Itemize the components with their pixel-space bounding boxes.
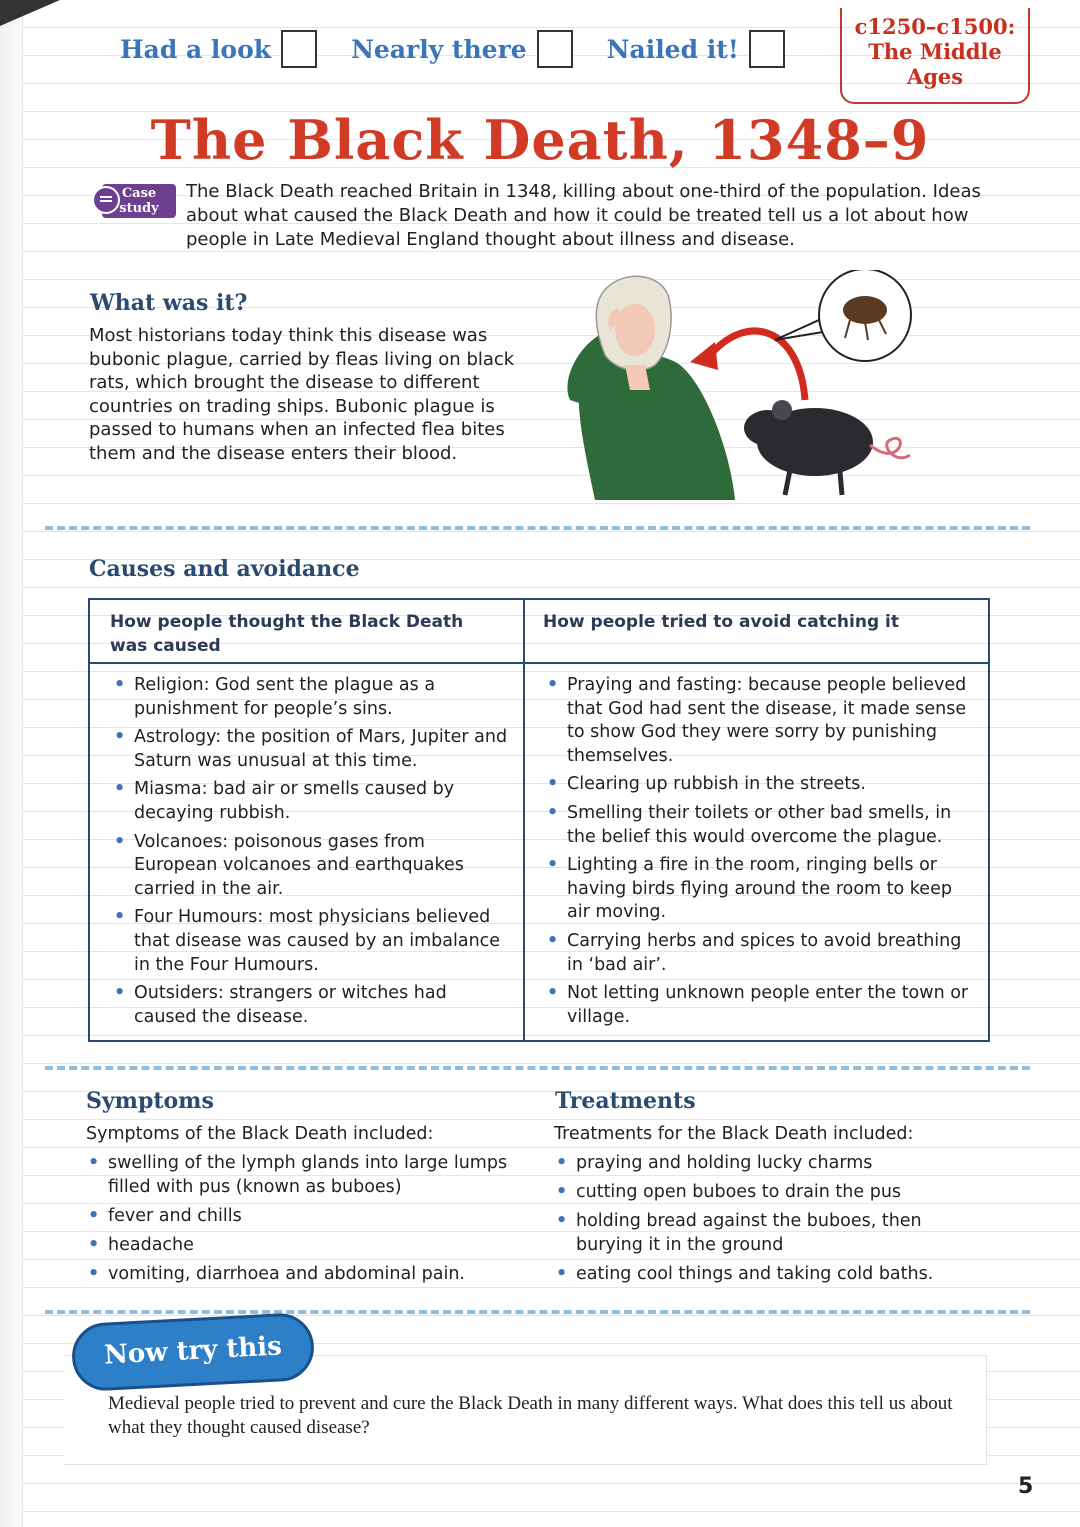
list-item: • vomiting, diarrhoea and abdominal pain. bbox=[86, 1262, 526, 1286]
avoidance-column bbox=[523, 600, 988, 1040]
check-label: Nailed it! bbox=[606, 34, 739, 64]
list-item: • eating cool things and taking cold baths. bbox=[554, 1262, 974, 1286]
intro-text: The Black Death reached Britain in 1348, killing about one-third of the population. Ideas about what caused the Black Death and how it could be treated tell us a lot about how people in Late Medieval England thought about illness and disease. bbox=[186, 181, 981, 250]
era-line: The Middle bbox=[868, 39, 1002, 64]
section-divider bbox=[45, 526, 1030, 530]
flea-bubble bbox=[775, 270, 911, 361]
list-item: • Outsiders: strangers or witches had caused the disease. bbox=[112, 982, 509, 1029]
task-question: Medieval people tried to prevent and cure the Black Death in many different ways. What does this tell us about what they thought caused disease? bbox=[108, 1393, 953, 1438]
treatments-list bbox=[554, 1151, 974, 1286]
what-was-it-text: Most historians today think this disease was bubonic plague, carried by fleas living on black rats, which brought the disease to different countries on trading ships. Bubonic plague is passed to humans when an infected flea bites them and the disease enters their blood. bbox=[89, 325, 515, 464]
treatments-block bbox=[554, 1122, 974, 1291]
symptoms-list bbox=[86, 1151, 526, 1286]
era-line: c1250–c1500: bbox=[854, 14, 1016, 39]
list-item: • holding bread against the buboes, then burying it in the ground bbox=[554, 1209, 974, 1257]
arrow-path bbox=[710, 331, 805, 400]
arrow-head bbox=[690, 342, 718, 370]
check-label: Nearly there bbox=[351, 34, 527, 64]
case-badge-line: Case bbox=[121, 186, 157, 201]
list-item: • fever and chills bbox=[86, 1204, 526, 1228]
symptoms-intro: Symptoms of the Black Death included: bbox=[86, 1124, 434, 1144]
list-item: • Four Humours: most physicians believed that disease was caused by an imbalance in the Four Humours. bbox=[112, 906, 509, 977]
progress-checklist bbox=[120, 30, 819, 68]
list-item: • headache bbox=[86, 1233, 526, 1257]
list-item: • Astrology: the position of Mars, Jupiter and Saturn was unusual at this time. bbox=[112, 726, 509, 773]
speech-bubble-icon bbox=[92, 186, 120, 214]
list-item: • praying and holding lucky charms bbox=[554, 1151, 974, 1175]
causes-column-header: How people thought the Black Death was caused bbox=[90, 600, 523, 664]
list-item: • swelling of the lymph glands into large lumps filled with pus (known as buboes) bbox=[86, 1151, 526, 1199]
page-number: 5 bbox=[1018, 1474, 1034, 1499]
check-nearly-there[interactable] bbox=[351, 30, 573, 68]
case-badge-line: study bbox=[119, 201, 159, 216]
symptoms-heading: Symptoms bbox=[86, 1088, 214, 1114]
plague-illustration bbox=[550, 270, 930, 510]
now-try-this-button[interactable]: Now try this bbox=[70, 1312, 315, 1393]
checkbox-nearly-there[interactable] bbox=[537, 30, 573, 68]
section-divider bbox=[45, 1066, 1030, 1070]
page-title: The Black Death, 1348–9 bbox=[150, 108, 930, 172]
treatments-heading: Treatments bbox=[555, 1088, 696, 1114]
treatments-intro: Treatments for the Black Death included: bbox=[554, 1124, 914, 1144]
section-divider bbox=[45, 1310, 1030, 1314]
checkbox-nailed-it[interactable] bbox=[749, 30, 785, 68]
era-tab bbox=[840, 8, 1030, 104]
era-line: Ages bbox=[906, 64, 964, 89]
list-item: • Lighting a fire in the room, ringing bells or having birds flying around the room to keep air moving. bbox=[545, 854, 974, 925]
list-item: • Praying and fasting: because people believed that God had sent the disease, it made sense to show God they were sorry by punishing themselves. bbox=[545, 674, 974, 768]
page-binding bbox=[0, 0, 23, 1527]
rat-icon bbox=[744, 400, 910, 495]
causes-table bbox=[88, 598, 990, 1042]
check-had-a-look[interactable] bbox=[120, 30, 317, 68]
list-item: • Carrying herbs and spices to avoid breathing in ‘bad air’. bbox=[545, 930, 974, 977]
causes-heading: Causes and avoidance bbox=[89, 556, 360, 582]
list-item: • Not letting unknown people enter the town or village. bbox=[545, 982, 974, 1029]
what-was-it-heading: What was it? bbox=[90, 290, 248, 316]
symptoms-block bbox=[86, 1122, 526, 1291]
list-item: • Miasma: bad air or smells caused by decaying rubbish. bbox=[112, 778, 509, 825]
case-study-badge bbox=[92, 180, 176, 220]
check-nailed-it[interactable] bbox=[607, 30, 785, 68]
causes-column bbox=[90, 600, 525, 1040]
flea-icon bbox=[843, 296, 887, 324]
list-item: • cutting open buboes to drain the pus bbox=[554, 1180, 974, 1204]
corner-mark bbox=[0, 0, 60, 26]
causes-list bbox=[90, 664, 523, 1029]
list-item: • Religion: God sent the plague as a punishment for people’s sins. bbox=[112, 674, 509, 721]
list-item: • Smelling their toilets or other bad smells, in the belief this would overcome the plague. bbox=[545, 802, 974, 849]
avoidance-column-header: How people tried to avoid catching it bbox=[523, 600, 988, 664]
woman-figure bbox=[567, 276, 735, 500]
avoidance-list bbox=[523, 664, 988, 1029]
checkbox-had-a-look[interactable] bbox=[281, 30, 317, 68]
check-label: Had a look bbox=[120, 34, 272, 64]
list-item: • Clearing up rubbish in the streets. bbox=[545, 773, 974, 797]
list-item: • Volcanoes: poisonous gases from European volcanoes and earthquakes carried in the air. bbox=[112, 831, 509, 902]
